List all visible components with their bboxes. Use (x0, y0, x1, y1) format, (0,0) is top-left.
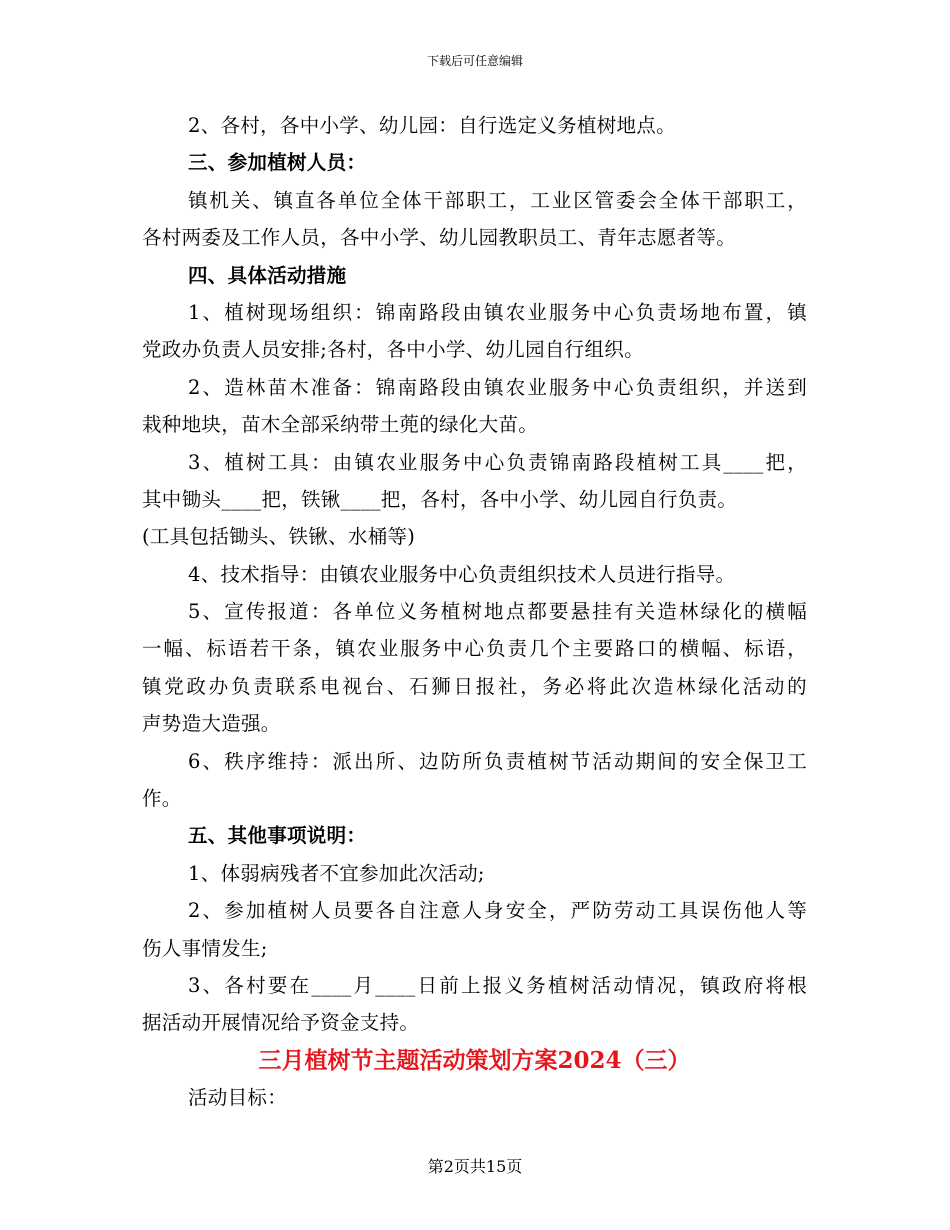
list-item-publicity-cont-2: 镇党政办负责联系电视台、石狮日报社，务必将此次造林绿化活动的 (142, 674, 807, 698)
list-item-publicity-cont-3: 声势造大造强。 (142, 712, 281, 736)
list-item-location: 2、各村，各中小学、幼儿园：自行选定义务植树地点。 (188, 114, 676, 137)
list-item-site-organization: 1、植树现场组织：锦南路段由镇农业服务中心负责场地布置，镇 (188, 300, 807, 324)
list-item-note-2: 2、参加植树人员要各自注意人身安全，严防劳动工具误伤他人等 (188, 899, 807, 923)
section-title: 三月植树节主题活动策划方案2024（三） (258, 1046, 691, 1074)
heading-participants: 三、参加植树人员： (188, 151, 367, 175)
closing-line: 活动目标： (188, 1086, 288, 1110)
list-item-note-3: 3、各村要在____月____日前上报义务植树活动情况，镇政府将根 (188, 973, 807, 997)
list-item-note-3-cont: 据活动开展情况给予资金支持。 (142, 1011, 420, 1035)
paragraph-participants-line-1: 镇机关、镇直各单位全体干部职工，工业区管委会全体干部职工， (188, 188, 807, 212)
heading-other-notes: 五、其他事项说明： (188, 824, 367, 848)
paragraph-participants-line-2: 各村两委及工作人员，各中小学、幼儿园教职员工、青年志愿者等。 (142, 226, 737, 250)
list-item-note-2-cont: 伤人事情发生; (142, 936, 268, 960)
list-item-order: 6、秩序维持：派出所、边防所负责植树节活动期间的安全保卫工 (188, 749, 807, 773)
document-body (142, 107, 807, 1117)
list-item-tools-note: (工具包括锄头、铁锹、水桶等) (142, 525, 416, 549)
list-item-note-1: 1、体弱病残者不宜参加此次活动; (188, 861, 485, 885)
list-item-seedlings-cont: 栽种地块，苗木全部采纳带土蔸的绿化大苗。 (142, 413, 539, 437)
list-item-order-cont: 作。 (142, 787, 182, 811)
list-item-tools: 3、植树工具：由镇农业服务中心负责锦南路段植树工具____把， (188, 450, 807, 474)
page-header: 下载后可任意编辑 (426, 54, 523, 68)
list-item-seedlings: 2、造林苗木准备：锦南路段由镇农业服务中心负责组织，并送到 (188, 375, 807, 399)
list-item-site-organization-cont: 党政办负责人员安排;各村，各中小学、幼儿园自行组织。 (142, 338, 644, 362)
list-item-tools-cont: 其中锄头____把，铁锹____把，各村，各中小学、幼儿园自行负责。 (142, 487, 738, 511)
list-item-publicity-cont-1: 一幅、标语若干条，镇农业服务中心负责几个主要路口的横幅、标语， (142, 637, 807, 661)
page-footer: 第2页共15页 (427, 1157, 523, 1176)
list-item-technical-guidance: 4、技术指导：由镇农业服务中心负责组织技术人员进行指导。 (188, 562, 736, 586)
heading-measures: 四、具体活动措施 (188, 263, 347, 287)
list-item-publicity: 5、宣传报道：各单位义务植树地点都要悬挂有关造林绿化的横幅 (188, 600, 807, 624)
